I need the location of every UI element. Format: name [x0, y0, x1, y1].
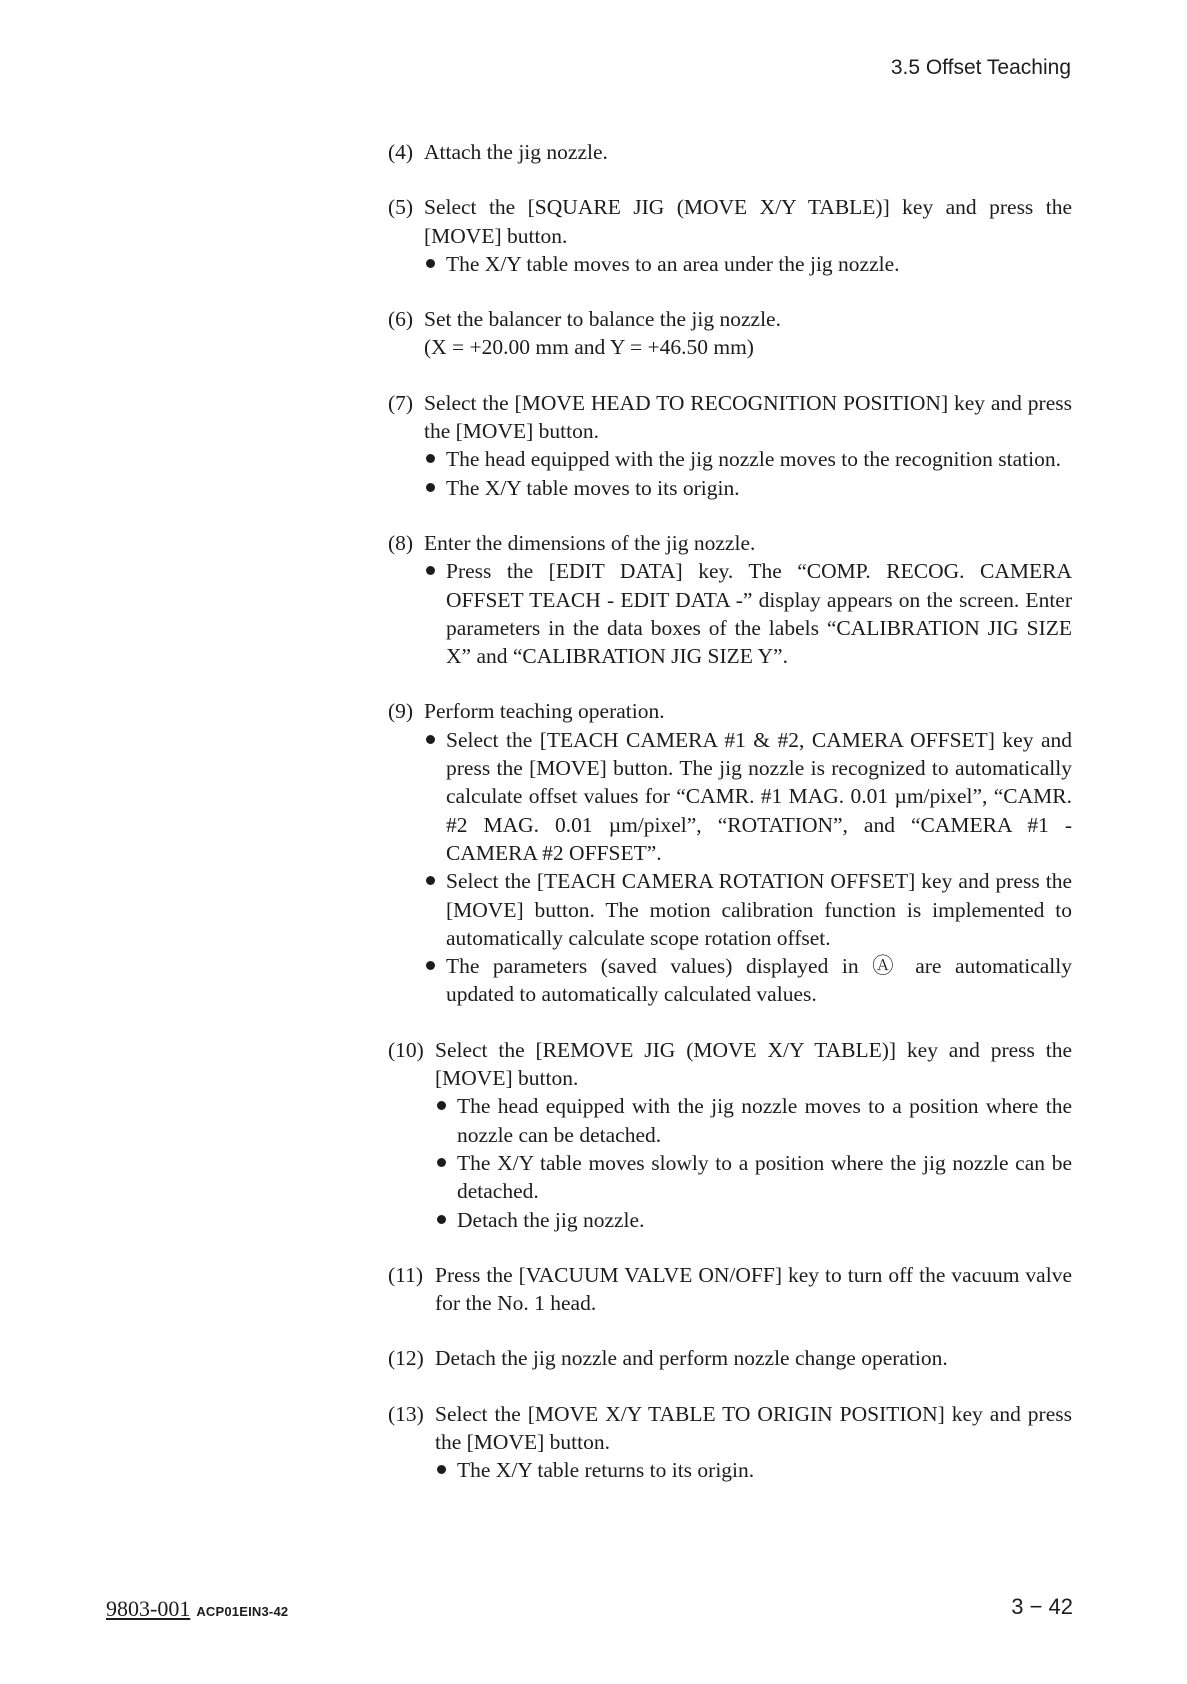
step-text: Select the [SQUARE JIG (MOVE X/Y TABLE)] key and press the [MOVE] button. — [424, 195, 1072, 248]
doc-code: ACP01EIN3-42 — [196, 1604, 289, 1619]
step-5 — [388, 193, 1072, 278]
step-number: (11) — [388, 1262, 424, 1287]
document-id — [106, 1596, 288, 1622]
step-text: Select the [REMOVE JIG (MOVE X/Y TABLE)] key and press the [MOVE] button. — [435, 1037, 1072, 1091]
step-number: (12) — [388, 1346, 424, 1371]
step-12 — [388, 1344, 1072, 1372]
bullet-icon — [426, 483, 435, 492]
step-6 — [388, 305, 1072, 362]
step-4 — [388, 138, 1072, 166]
step-text: Select the [MOVE X/Y TABLE TO ORIGIN POSITION] key and press the [MOVE] button. — [435, 1401, 1072, 1454]
step-11 — [388, 1261, 1072, 1318]
bullet-icon — [426, 454, 435, 463]
step-text: Enter the dimensions of the jig nozzle. — [424, 530, 756, 555]
bullet-item: The X/Y table returns to its origin. — [435, 1456, 1072, 1484]
step-number: (7) — [388, 390, 414, 415]
doc-number: 9803-001 — [106, 1596, 191, 1621]
bullet-icon — [437, 1465, 446, 1474]
section-header: 3.5 Offset Teaching — [890, 56, 1071, 79]
bullet-item: The parameters (saved values) displayed in Ⓐ are automatically updated to automatically calculated values. — [424, 952, 1072, 1009]
bullet-item: Select the [TEACH CAMERA #1 & #2, CAMERA OFFSET] key and press the [MOVE] button. The jig nozzle is recognized to automatically calculate offset values for “CAMR. #1 MAG. 0.01 µm/pixel”, “CAMR. #2 MAG. 0.01 µm/pixel”, “ROTATION”, and “CAMERA #1 - CAMERA #2 OFFSET”. — [424, 726, 1072, 867]
step-8 — [388, 529, 1072, 670]
bullet-icon — [426, 961, 435, 970]
bullet-item: The X/Y table moves slowly to a position where the jig nozzle can be detached. — [435, 1149, 1072, 1206]
step-9 — [388, 697, 1072, 1008]
bullet-item: Press the [EDIT DATA] key. The “COMP. RECOG. CAMERA OFFSET TEACH - EDIT DATA -” display appears on the screen. Enter parameters in the data boxes of the labels “CALIBRATION JIG SIZE X” and “CALIBRATION JIG SIZE Y”. — [424, 557, 1072, 670]
step-text: Select the [MOVE HEAD TO RECOGNITION POSITION] key and press the [MOVE] button. — [424, 390, 1072, 444]
bullet-item: The X/Y table moves to an area under the jig nozzle. — [424, 250, 1072, 278]
step-text: Detach the jig nozzle and perform nozzle change operation. — [435, 1346, 948, 1371]
step-number: (8) — [388, 530, 414, 555]
bullet-icon — [426, 735, 435, 744]
steps-list — [388, 138, 1072, 1512]
bullet-icon — [426, 566, 435, 575]
bullet-icon — [437, 1215, 446, 1224]
bullet-item: Select the [TEACH CAMERA ROTATION OFFSET] key and press the [MOVE] button. The motion calibration function is implemented to automatically calculate scope rotation offset. — [424, 867, 1072, 952]
step-number: (4) — [388, 140, 414, 164]
step-text: Set the balancer to balance the jig nozzle. — [424, 307, 781, 332]
bullet-icon — [426, 876, 435, 885]
bullet-item: Detach the jig nozzle. — [435, 1206, 1072, 1234]
step-7 — [388, 389, 1072, 502]
bullet-item: The head equipped with the jig nozzle moves to the recognition station. — [424, 445, 1072, 473]
step-number: (9) — [388, 699, 414, 724]
page-number: 3 − 42 — [1011, 1594, 1073, 1619]
step-text: Perform teaching operation. — [424, 699, 665, 724]
step-text: Press the [VACUUM VALVE ON/OFF] key to turn off the vacuum valve for the No. 1 head. — [435, 1262, 1072, 1316]
step-number: (13) — [388, 1401, 424, 1426]
bullet-icon — [437, 1101, 446, 1110]
step-number: (5) — [388, 195, 414, 220]
bullet-icon — [426, 259, 435, 268]
step-number: (10) — [388, 1037, 424, 1062]
step-10 — [388, 1036, 1072, 1234]
bullet-item: The X/Y table moves to its origin. — [424, 474, 1072, 502]
bullet-item: The head equipped with the jig nozzle moves to a position where the nozzle can be detached. — [435, 1092, 1072, 1149]
step-13 — [388, 1400, 1072, 1485]
bullet-icon — [437, 1158, 446, 1167]
step-text: Attach the jig nozzle. — [424, 140, 608, 164]
step-number: (6) — [388, 307, 414, 332]
step-subtext: (X = +20.00 mm and Y = +46.50 mm) — [424, 335, 754, 360]
